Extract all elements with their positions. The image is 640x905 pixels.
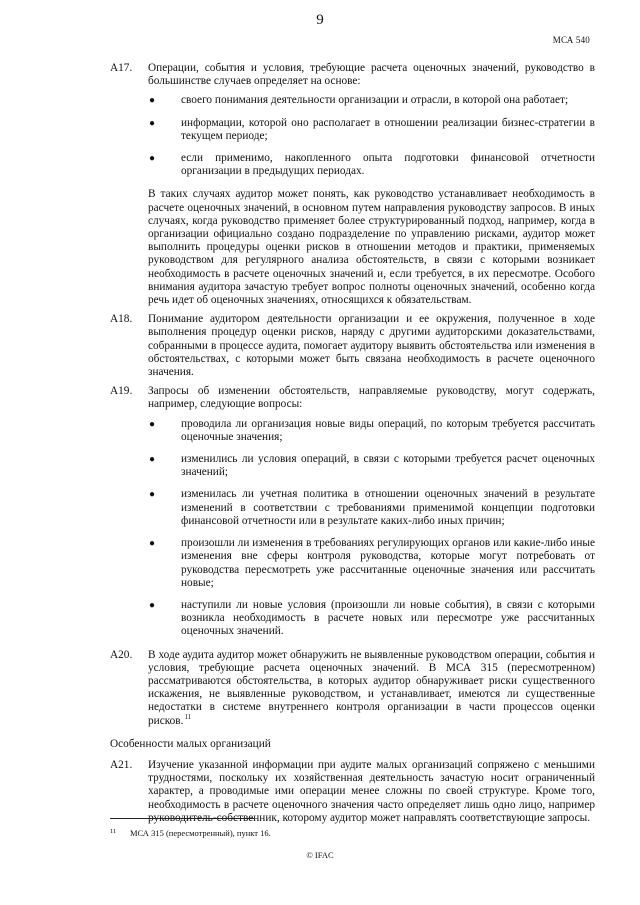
paragraph-a21 bbox=[110, 759, 595, 825]
list-item bbox=[148, 117, 595, 143]
list-item bbox=[148, 94, 595, 107]
bullet-icon: ● bbox=[149, 95, 156, 107]
paragraph-a19 bbox=[110, 385, 595, 638]
list-item bbox=[148, 152, 595, 178]
paragraph-number: A21. bbox=[110, 758, 133, 771]
list-item-text: произошли ли изменения в требованиях регулирующих органов или какие-либо иные изменения вне сферы контроля руководства, которые могут потребовать от руководства пересмотреть уже рассчитанные оценочные значения или рассчитать новые; bbox=[181, 537, 595, 589]
list-item bbox=[148, 537, 595, 590]
list-item bbox=[148, 418, 595, 444]
paragraph-intro: Запросы об изменении обстоятельств, направляемые руководству, могут содержать, например, следующие вопросы: bbox=[148, 385, 595, 411]
list-item-text: если применимо, накопленного опыта подготовки финансовой отчетности организации в предыдущих периодах. bbox=[181, 152, 595, 178]
list-item-text: информации, которой оно располагает в отношении реализации бизнес-стратегии в текущем периоде; bbox=[181, 116, 595, 142]
bullet-icon: ● bbox=[149, 153, 156, 165]
list-item-text: изменилась ли учетная политика в отношении оценочных значений в результате изменений в соответствии с требованиями применимой концепции подготовки финансовой отчетности или в результате каких-либо иных причин; bbox=[181, 488, 595, 527]
list-item bbox=[148, 453, 595, 479]
paragraph-text: В ходе аудита аудитор может обнаружить не выявленные руководством операции, события и условия, требующие расчета оценочных значений. В МСА 315 (пересмотренном) рассматриваются обстоятельства, в которых аудитор обнаруживает риски существенного искажения, не выявленные руководством, и устанавливает, имеются ли существенные недостатки в системе внутреннего контроля организации в части процессов оценки рисков. bbox=[148, 648, 595, 727]
bullet-icon: ● bbox=[149, 117, 156, 129]
paragraph-a18 bbox=[110, 313, 595, 379]
list-item-text: изменились ли условия операций, в связи с которыми требуется расчет оценочных значений; bbox=[181, 453, 595, 479]
list-item bbox=[148, 599, 595, 639]
list-item-text: наступили ли новые условия (произошли ли новые события), в связи с которыми возникла необходимость в расчете новых или пересмотре уже рассчитанных оценочных значений. bbox=[181, 598, 595, 638]
paragraph-number: A18. bbox=[110, 313, 133, 326]
footnote-divider bbox=[110, 818, 254, 819]
paragraph-number: A20. bbox=[110, 648, 133, 661]
list-item-text: проводила ли организация новые виды операций, по которым требуется рассчитать оценочные значения; bbox=[181, 417, 595, 443]
paragraph-text: Изучение указанной информации при аудите малых организаций сопряжено с меньшими трудностями, поскольку их хозяйственная деятельность зачастую носит ограниченный характер, а проводимые ими операции менее сложны по своей структуре. Кроме того, необходимость в расчете оценочного значения часто определяет лишь одно лицо, например руководитель-собственник, которому аудитор может направлять соответствующие запросы. bbox=[148, 758, 595, 824]
paragraph-number: A17. bbox=[110, 62, 133, 74]
paragraph-intro: Операции, события и условия, требующие расчета оценочных значений, руководство в большинстве случаев определяет на основе: bbox=[148, 62, 595, 88]
page-number: 9 bbox=[316, 12, 324, 28]
bullet-icon: ● bbox=[149, 538, 156, 550]
bullet-icon: ● bbox=[149, 489, 156, 501]
page-content bbox=[110, 62, 595, 831]
list-item bbox=[148, 488, 595, 528]
footnote bbox=[110, 827, 271, 840]
paragraph-intro bbox=[148, 649, 595, 728]
paragraph-intro: Понимание аудитором деятельности организации и ее окружения, полученное в ходе выполнения процедур оценки рисков, наряду с другими аудиторскими доказательствами, собранными в процессе аудита, помогает аудитору выявить обстоятельства или изменения в обстоятельствах, с которыми может быть связана необходимость в расчете оценочного значения. bbox=[148, 313, 595, 379]
list-item-text: своего понимания деятельности организации и отрасли, в которой она работает; bbox=[181, 94, 569, 107]
section-heading: Особенности малых организаций bbox=[110, 737, 271, 750]
bullet-icon: ● bbox=[149, 599, 156, 611]
document-code: МСА 540 bbox=[552, 35, 590, 45]
bullet-list bbox=[148, 94, 595, 178]
paragraph-a20 bbox=[110, 649, 595, 728]
bullet-icon: ● bbox=[149, 454, 156, 466]
paragraph-body: В таких случаях аудитор может понять, как руководство устанавливает необходимость в расчете оценочных значений, в основном путем направления руководству запросов. В иных случаях, когда руководство применяет более структурированный подход, например, когда в организации официально создано подразделение по управлению рисками, аудитор может выполнить процедуры оценки рисков в отношении методов и практики, применяемых руководством для регулярного анализа обстоятельств, в связи с которыми возникает необходимость в расчете оценочных значений и, если требуется, в их пересмотре. Особого внимания аудитора зачастую требует вопрос полноты оценочных значений, особенно когда речь идет об оценочных значениях, относящихся к обязательствам. bbox=[148, 188, 595, 307]
paragraph-a17 bbox=[110, 62, 595, 307]
footnote-reference[interactable]: 11 bbox=[184, 712, 192, 721]
page-footer: © IFAC bbox=[306, 850, 334, 860]
bullet-list bbox=[148, 418, 595, 639]
footnote-text: МСА 315 (пересмотренный), пункт 16. bbox=[130, 828, 271, 838]
footnote-number: 11 bbox=[110, 828, 117, 835]
paragraph-number: A19. bbox=[110, 385, 133, 398]
bullet-icon: ● bbox=[149, 418, 156, 430]
